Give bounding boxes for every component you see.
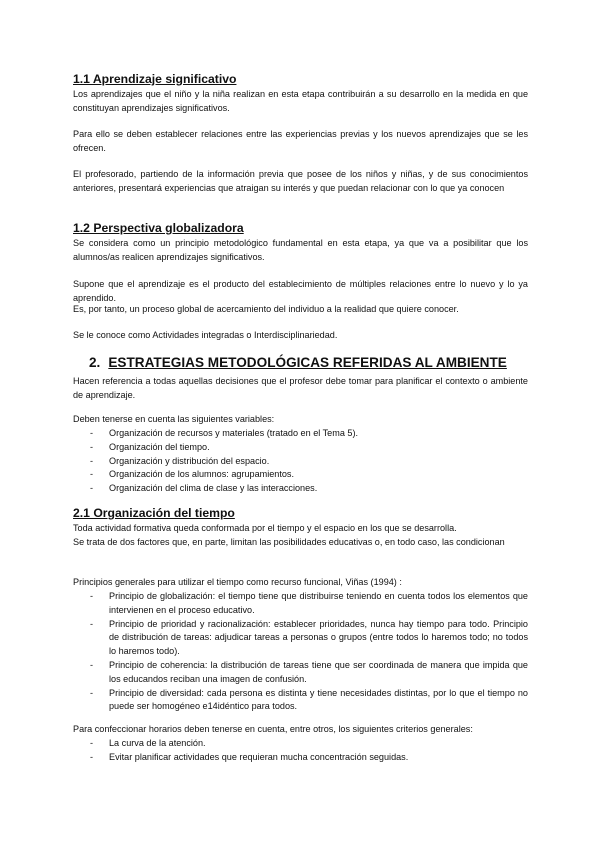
list-item: - Organización del clima de clase y las interacciones. (90, 483, 318, 494)
list-item: - Organización de recursos y materiales (tratado en el Tema 5). (90, 428, 359, 438)
paragraph: Los aprendizajes que el niño y la niña realizan en esta etapa contribuirán a su desarrollo en la medida en que constituyan aprendizajes significativos. (73, 89, 528, 113)
section-title: ESTRATEGIAS METODOLÓGICAS REFERIDAS AL AMBIENTE (108, 355, 507, 370)
list-item: - La curva de la atención. (90, 738, 206, 748)
list-item: - Organización del tiempo. (90, 441, 210, 452)
paragraph: Hacen referencia a todas aquellas decisiones que el profesor debe tomar para planificar el contexto o ambiente de aprendizaje. (73, 376, 528, 400)
paragraph: Es, por tanto, un proceso global de acercamiento del individuo a la realidad que quiere conocer. (73, 304, 459, 314)
criteria-list (73, 737, 528, 765)
list-item: - Principio de globalización: el tiempo tiene que distribuirse teniendo en cuenta todos los elementos que intervienen en el proceso educativo. (90, 591, 528, 615)
heading-1-2: 1.2 Perspectiva globalizadora (73, 221, 244, 235)
list-item: - Principio de prioridad y racionalización: establecer prioridades, nunca hay tiempo para todo. Principio de distribución de tareas: adjudicar tareas a personas o grupos (entre todos lo haremos todo; no todos lo haremos todo). (90, 618, 528, 657)
heading-1-1: 1.1 Aprendizaje significativo (73, 72, 237, 86)
paragraph: Principios generales para utilizar el tiempo como recurso funcional, Viñas (1994) : (73, 577, 402, 587)
principles-list (73, 590, 528, 714)
section-number: 2. (89, 355, 101, 370)
variables-list (73, 427, 528, 496)
paragraph: El profesorado, partiendo de la información previa que posee de los niños y niñas, y de sus conocimientos anteriores, presentará experiencias que atraigan su interés y que puedan relacionar con lo que ya conocen (73, 169, 528, 193)
list-item: - Principio de diversidad: cada persona es distinta y tiene necesidades distintas, por lo que el tiempo no puede ser homogéneo e14idéntico para todos. (90, 687, 528, 712)
paragraph: Se trata de dos factores que, en parte, limitan las posibilidades educativas o, en todo caso, las condicionan (73, 537, 505, 547)
paragraph: Toda actividad formativa queda conformada por el tiempo y el espacio en los que se desarrolla. (73, 523, 457, 533)
list-item: - Organización de los alumnos: agrupamientos. (90, 469, 295, 480)
paragraph: Deben tenerse en cuenta las siguientes variables: (73, 414, 275, 424)
paragraph: Para confeccionar horarios deben tenerse en cuenta, entre otros, los siguientes criterios generales: (73, 724, 473, 734)
paragraph: Para ello se deben establecer relaciones entre las experiencias previas y los nuevos aprendizajes que se les ofrecen. (73, 129, 528, 153)
paragraph: Se le conoce como Actividades integradas o Interdisciplinariedad. (73, 330, 338, 340)
list-item: - Evitar planificar actividades que requieran mucha concentración seguidas. (90, 751, 409, 762)
heading-2-1: 2.1 Organización del tiempo (73, 506, 235, 520)
paragraph: Supone que el aprendizaje es el producto del establecimiento de múltiples relaciones entre lo nuevo y lo ya aprendido. (73, 279, 528, 303)
list-item: - Principio de coherencia: la distribución de tareas tiene que ser coordinada de manera que impida que los educandos reciban una imagen de confusión. (90, 659, 528, 684)
list-item: - Organización y distribución del espacio. (90, 455, 270, 466)
paragraph: Se considera como un principio metodológico fundamental en esta etapa, ya que va a posibilitar que los alumnos/as realicen aprendizajes significativos. (73, 238, 528, 262)
heading-2 (89, 355, 507, 370)
